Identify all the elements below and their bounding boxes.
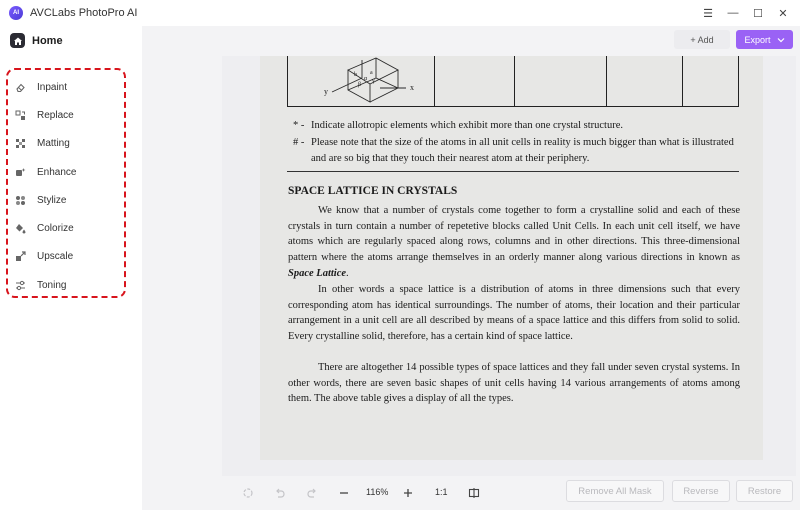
redo-icon[interactable] [304,485,320,501]
bottom-toolbar [222,478,800,510]
sidebar-item-replace[interactable] [8,101,124,129]
toning-icon [14,279,26,291]
paragraph-3: There are altogether 14 possible types of space lattices and they fall under seven crystal systems. In other words, there are seven basic shapes of unit cells having 14 various arrangements of atoms among them. The above table gives a display of all the types. [288,362,740,405]
sidebar-item-enhance[interactable] [8,158,124,186]
actual-size-button[interactable]: 1:1 [435,487,448,497]
sidebar-item-toning[interactable] [8,271,124,299]
svg-text:y: y [324,87,328,96]
undo-icon[interactable] [272,485,288,501]
note-allotropic: * - Indicate allotropic elements which exhibit more than one crystal structure. [293,120,623,131]
svg-text:x: x [410,83,414,92]
enhance-icon [14,166,26,178]
paragraph-1: We know that a number of crystals come together to form a crystalline solid and each of these crystals in turn contain a number of repetetive blocks called Unit Cells. In each unit cell itself, we have atoms which are regularly spaced along rows, columns and in other directions. This three-dimensional pattern where the atoms arrange themselves in an orderly manner along various directions in known as Space Lattice. [288,205,740,279]
svg-text:b: b [354,72,357,78]
chevron-down-icon [777,37,785,43]
sidebar-item-label: Replace [37,109,74,121]
zoom-out-icon[interactable] [336,485,352,501]
zoom-level: 116% [366,487,389,497]
crystal-diagram [318,56,438,108]
divider [287,171,739,172]
export-button[interactable]: Export [736,30,793,49]
app-title: AVCLabs PhotoPro AI [30,7,138,19]
sidebar-item-upscale[interactable] [8,243,124,271]
sidebar-item-colorize[interactable] [8,214,124,242]
note-atom-size: # - Please note that the size of the atoms in all unit cells in reality is much bigger than what is illustrated and are so big that they touch their nearest atom at their periphery. [293,137,734,164]
menu-icon[interactable]: ☰ [703,7,713,20]
home-label: Home [32,34,63,47]
home-icon [10,33,25,48]
svg-text:β: β [358,82,362,88]
sidebar-item-inpaint[interactable] [8,73,124,101]
sidebar-item-label: Inpaint [37,81,68,93]
svg-text:α: α [364,76,368,82]
document-image[interactable] [260,56,763,460]
colorize-icon [14,223,26,235]
sidebar-item-matting[interactable] [8,130,124,158]
paragraph-2: In other words a space lattice is a distribution of atoms in three dimensions such that every corresponding atom has identical surroundings. The number of atoms, their location and their particular arrangement in a unit cell are all described by means of a space lattice and this differs from solid to solid. Every crystalline solid, therefore, has a certain kind of space lattice. [288,284,740,343]
title-bar [0,0,800,26]
svg-text:a: a [370,70,373,76]
remove-all-mask-button[interactable]: Remove All Mask [566,480,664,502]
sidebar-item-stylize[interactable] [8,186,124,214]
sidebar-item-label: Toning [37,279,67,291]
sidebar-item-label: Upscale [37,251,74,263]
restore-button[interactable]: Restore [736,480,793,502]
maximize-icon[interactable]: ☐ [753,7,763,20]
sidebar-item-home[interactable] [10,33,63,48]
matting-icon [14,138,26,150]
zoom-in-icon[interactable] [400,485,416,501]
app-logo-icon: AI [9,6,23,20]
replace-icon [14,109,26,121]
tools-highlight-box [6,68,126,298]
upscale-icon [14,251,26,263]
stylize-icon [14,194,26,206]
window-controls [694,0,794,26]
sidebar-item-label: Matting [37,138,70,150]
sidebar-item-label: Stylize [37,194,67,206]
svg-text:γ: γ [372,78,375,84]
sidebar-item-label: Colorize [37,223,74,235]
reverse-button[interactable]: Reverse [672,480,730,502]
add-button[interactable]: + Add [674,30,730,49]
close-icon[interactable]: ✕ [778,7,788,20]
reset-icon[interactable] [240,485,256,501]
compare-icon[interactable] [466,485,482,501]
sidebar [0,26,142,510]
section-heading: SPACE LATTICE IN CRYSTALS [288,185,458,197]
minimize-icon[interactable]: — [727,7,739,19]
eraser-icon [14,81,26,93]
sidebar-item-label: Enhance [37,166,77,178]
